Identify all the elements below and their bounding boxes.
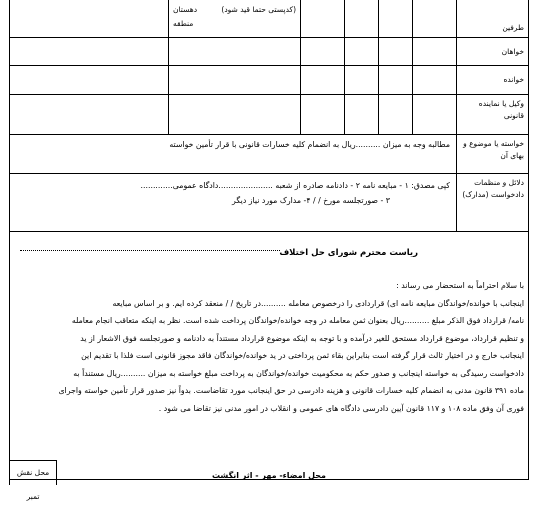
greeting: با سلام احتراماً به استحضار می رساند :: [396, 281, 524, 290]
label-vakil: وکیل یا نماینده قانونی: [457, 95, 529, 135]
petition-heading: ریاست محترم شورای حل اختلاف: [279, 248, 418, 258]
label-tarafin: طرفین: [457, 0, 529, 38]
body-line-6: ماده ۳۹۱ قانون مدنی به انضمام کلیه خسارات قانونی و هزینه دادرسی در حق اینجانب مورد تقاضاست. بدواً نیز صدور قرار تأمین خواسته واجرای: [58, 386, 524, 395]
mantaghe-label: منطقه: [173, 19, 194, 28]
label-khande: خوانده: [457, 66, 529, 95]
heading-dotted-line: [20, 250, 280, 251]
stamp-box[interactable]: محل نقش تمبر: [9, 460, 57, 485]
label-khaste: خواسته یا موضوع و بهای آن: [457, 135, 529, 174]
petition-body: [14, 277, 524, 417]
body-line-1: اینجانب با خوانده/خواندگان مبایعه نامه ای) قراردادی را درخصوص معامله ..........در تاریخ / / منعقد کرده ایم. و بر اساس مبایعه: [112, 298, 524, 308]
label-dalayel: دلائل و منظمات دادخواست (مدارک): [457, 174, 529, 232]
body-line-3: و تنظیم قرارداد، موضوع قرارداد مستحق للغیر درآمده و با توجه به اینکه موضوع قرارداد مستنداً به دادنامه و صورتجلسه فوق الاشعار از ید: [80, 333, 524, 343]
khaste-text[interactable]: مطالبه وجه به میزان ..........ریال به انضمام کلیه خسارات قانونی با قرار تأمین خواسته: [10, 135, 457, 174]
dalayel-line1: کپی مصدق: ۱ - مبایعه نامه ۲ - دادنامه صادره از شعبه ......................دادگاه عمومی.............: [140, 181, 450, 190]
body-line-2: نامه/ قرارداد فوق الذکر مبلغ ..........ریال بعنوان ثمن معامله در وجه خوانده/خواندگان پرداخت شده است. نظر به اینکه متعاقب انجام معامله: [71, 316, 524, 325]
codepost-note: (کدپستی حتما قید شود): [221, 5, 296, 14]
body-line-4: اینجانب خارج و در اختیار ثالث قرار گرفته است بنابراین بقاء ثمن پرداختی در ید خوانده/خواندگان فاقد مجوز قانونی است فلذا با تقدیم این: [81, 351, 524, 360]
dalayel-line2: ۳ - صورتجلسه مورخ / / ۴- مدارک مورد نیاز دیگر: [232, 196, 390, 205]
dehestan-label: دهستان: [173, 5, 198, 14]
signature-label: محل امضاء- مهر - اثر انگشت: [211, 471, 326, 480]
body-line-7: فوری آن وفق ماده ۱۰۸ و ۱۱۷ قانون آیین دادرسی دادگاه های عمومی و انقلاب در امور مدنی نیز تقاضا می شود .: [158, 403, 524, 413]
body-line-5: دادخواست رسیدگی به خواسته اینجانب و صدور حکم به محکومیت خوانده/خواندگان به پرداخت مبلغ خواسته به میزان ..........ریال مستنداً به: [73, 368, 524, 378]
label-khahan: خواهان: [457, 38, 529, 66]
